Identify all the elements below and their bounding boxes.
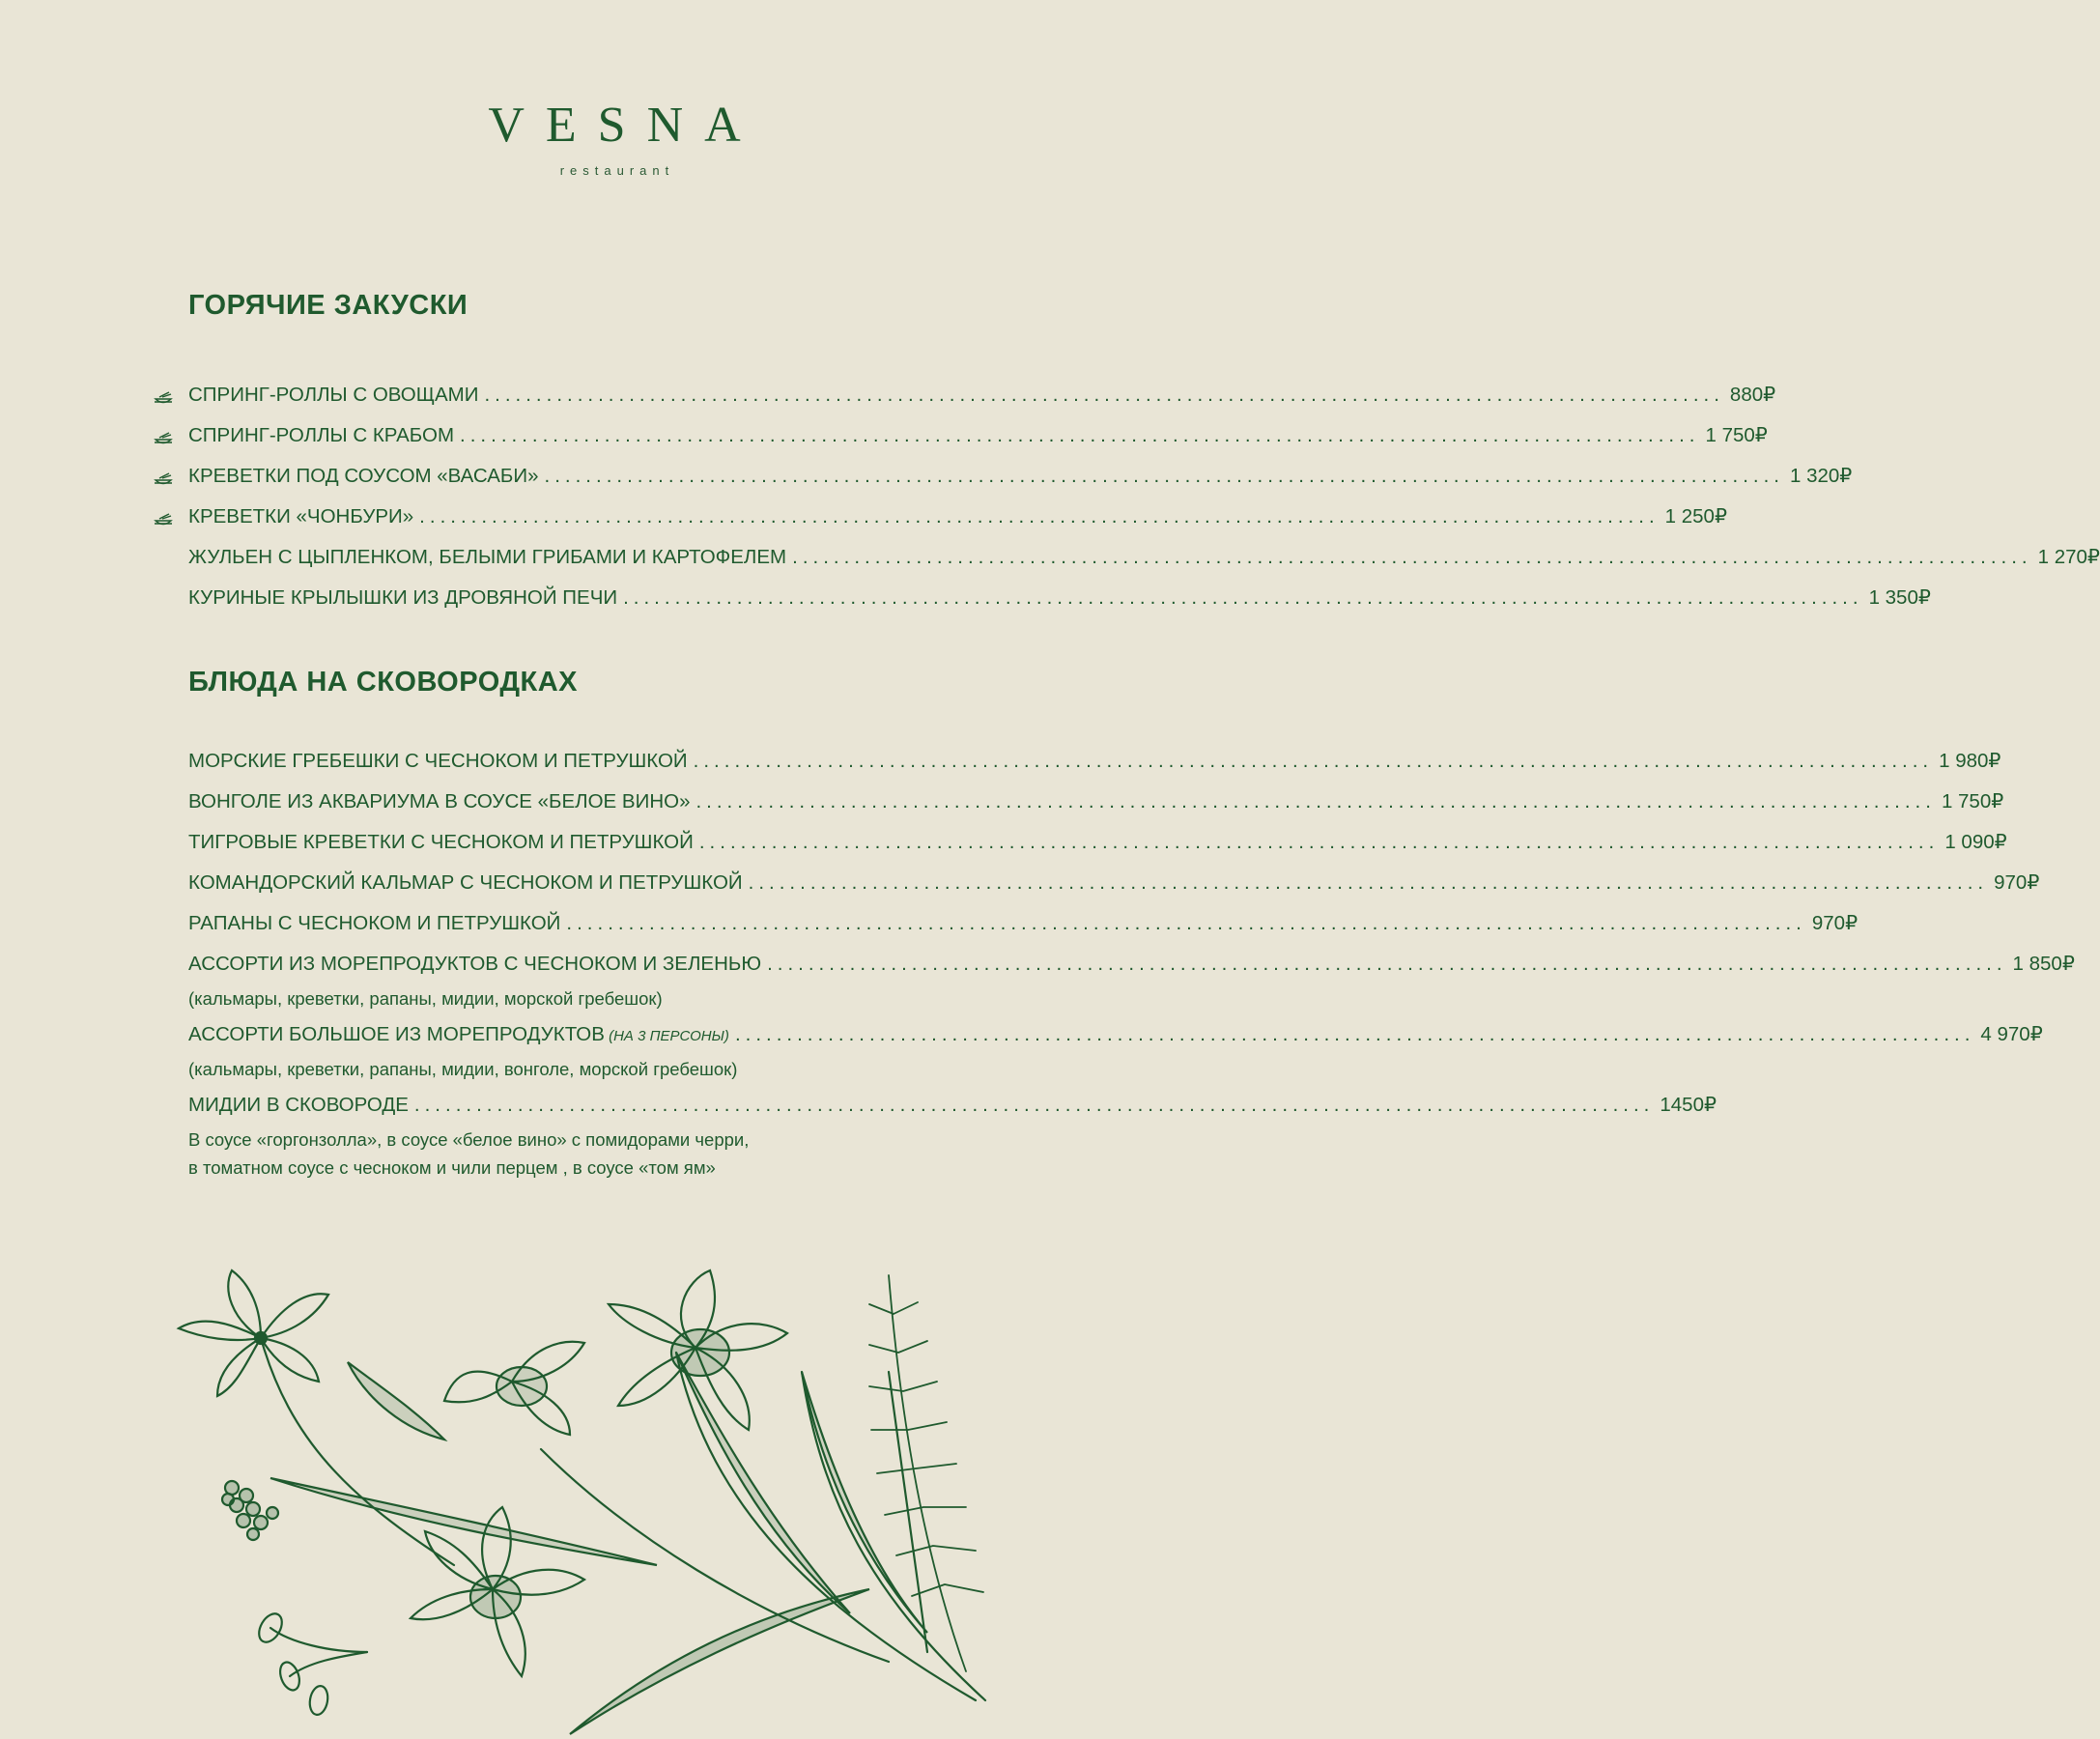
menu-item-title: КРЕВЕТКИ ПОД СОУСОМ «ВАСАБИ» bbox=[188, 465, 539, 487]
menu-item bbox=[188, 830, 2007, 870]
brand-name: VESNA bbox=[488, 98, 762, 153]
dot-leader: ........................................................................................................................ bbox=[734, 1023, 1975, 1045]
daffodil-upper bbox=[444, 1342, 584, 1435]
menu-item-title: КОМАНДОРСКИЙ КАЛЬМАР С ЧЕСНОКОМ И ПЕТРУШКОЙ bbox=[188, 871, 743, 894]
menu-item-note: (НА 3 ПЕРСОНЫ) bbox=[604, 1028, 729, 1044]
menu-item-name bbox=[188, 384, 478, 407]
menu-item-title: СПРИНГ-РОЛЛЫ С ОВОЩАМИ bbox=[188, 384, 479, 406]
menu-item-description bbox=[188, 1126, 1040, 1182]
dot-leader: ........................................................................................................................ bbox=[413, 1094, 1655, 1116]
menu-item-name bbox=[188, 871, 743, 895]
menu-item-price: 970₽ bbox=[1811, 912, 1859, 934]
menu-item bbox=[188, 423, 1768, 464]
menu-item-name bbox=[188, 750, 688, 773]
fern bbox=[869, 1275, 983, 1671]
menu-item-price: 1 750₽ bbox=[1941, 790, 2004, 812]
menu-item-price: 880₽ bbox=[1729, 384, 1776, 406]
menu-item-row bbox=[188, 504, 1727, 545]
menu-item-title: АССОРТИ ИЗ МОРЕПРОДУКТОВ С ЧЕСНОКОМ И ЗЕЛЕНЬЮ bbox=[188, 953, 762, 975]
bowl-icon bbox=[154, 512, 173, 529]
menu-item bbox=[188, 911, 1859, 952]
menu-item-price: 1450₽ bbox=[1660, 1094, 1717, 1116]
leaf bbox=[348, 1362, 444, 1440]
menu-item-title: АССОРТИ БОЛЬШОЕ ИЗ МОРЕПРОДУКТОВ bbox=[188, 1023, 605, 1045]
menu-list-hot-appetizers bbox=[188, 383, 2100, 626]
dot-leader: ........................................................................................................................ bbox=[693, 750, 1934, 772]
menu-item-row bbox=[188, 1022, 2043, 1063]
menu-item-name bbox=[188, 912, 560, 935]
menu-item-name bbox=[188, 546, 786, 569]
menu-item bbox=[188, 1022, 2043, 1083]
menu-item-price: 1 850₽ bbox=[2012, 953, 2075, 975]
menu-item bbox=[188, 504, 1727, 545]
menu-item-row bbox=[188, 1093, 1717, 1133]
dot-leader: ........................................................................................................................ bbox=[698, 831, 1940, 853]
menu-item-row bbox=[188, 749, 2001, 789]
flower-top-left bbox=[179, 1270, 328, 1396]
menu-item-row bbox=[188, 464, 1853, 504]
menu-item-price: 1 320₽ bbox=[1789, 465, 1853, 487]
section-title-pan-dishes: БЛЮДА НА СКОВОРОДКАХ bbox=[188, 667, 579, 698]
menu-item-row bbox=[188, 911, 1859, 952]
menu-item-price: 1 090₽ bbox=[1944, 831, 2007, 853]
menu-item-name bbox=[188, 790, 690, 813]
menu-item-price: 1 250₽ bbox=[1664, 505, 1727, 527]
bowl-icon bbox=[154, 431, 173, 448]
menu-item-title: КРЕВЕТКИ «ЧОНБУРИ» bbox=[188, 505, 414, 527]
menu-item-name bbox=[188, 586, 617, 610]
dot-leader: ........................................................................................................................ bbox=[419, 505, 1660, 527]
menu-item-name bbox=[188, 465, 539, 488]
menu-item-row bbox=[188, 545, 2100, 585]
restaurant-logo bbox=[0, 97, 1229, 178]
bluebell-buds bbox=[254, 1610, 367, 1716]
botanical-illustration bbox=[0, 1246, 1229, 1739]
menu-item-title: ВОНГОЛЕ ИЗ АКВАРИУМА В СОУСЕ «БЕЛОЕ ВИНО» bbox=[188, 790, 691, 812]
dot-leader: ........................................................................................................................ bbox=[623, 586, 1863, 609]
menu-item bbox=[188, 749, 2001, 789]
dot-leader: ........................................................................................................................ bbox=[484, 384, 1724, 406]
menu-item-name bbox=[188, 831, 694, 854]
menu-item-title: СПРИНГ-РОЛЛЫ С КРАБОМ bbox=[188, 424, 455, 446]
menu-item-row bbox=[188, 952, 2075, 992]
menu-item bbox=[188, 545, 2100, 585]
menu-item-price: 1 750₽ bbox=[1705, 424, 1768, 446]
brand-subtitle: restaurant bbox=[559, 163, 675, 178]
dot-leader: ........................................................................................................................ bbox=[695, 790, 1936, 812]
menu-item-price: 1 980₽ bbox=[1939, 750, 2001, 772]
menu-item-title: ЖУЛЬЕН С ЦЫПЛЕНКОМ, БЕЛЫМИ ГРИБАМИ И КАРТОФЕЛЕМ bbox=[188, 546, 787, 568]
menu-item-title: ТИГРОВЫЕ КРЕВЕТКИ С ЧЕСНОКОМ И ПЕТРУШКОЙ bbox=[188, 831, 694, 853]
menu-item-title: КУРИНЫЕ КРЫЛЫШКИ ИЗ ДРОВЯНОЙ ПЕЧИ bbox=[188, 586, 618, 609]
menu-item bbox=[188, 585, 1931, 626]
menu-item bbox=[188, 383, 1776, 423]
menu-item bbox=[188, 464, 1853, 504]
bowl-icon bbox=[154, 471, 173, 489]
description-line: В соусе «горгонзолла», в соусе «белое вино» с помидорами черри, bbox=[188, 1129, 750, 1150]
menu-item-name bbox=[188, 505, 413, 528]
description-line: (кальмары, креветки, рапаны, мидии, вонголе, морской гребешок) bbox=[188, 1059, 738, 1079]
grape-hyacinth bbox=[222, 1481, 278, 1540]
menu-item-row bbox=[188, 585, 1931, 626]
menu-item bbox=[188, 1093, 1717, 1182]
menu-item bbox=[188, 952, 2075, 1012]
menu-item-row bbox=[188, 423, 1768, 464]
section-title-hot-appetizers: ГОРЯЧИЕ ЗАКУСКИ bbox=[188, 290, 468, 321]
menu-item-name bbox=[188, 1023, 729, 1046]
menu-item-price: 1 350₽ bbox=[1868, 586, 1931, 609]
menu-item-row bbox=[188, 870, 2040, 911]
menu-item-name bbox=[188, 1094, 409, 1117]
dot-leader: ........................................................................................................................ bbox=[748, 871, 1989, 894]
menu-item-price: 1 270₽ bbox=[2037, 546, 2100, 568]
daffodil-right bbox=[609, 1270, 787, 1430]
description-line: в томатном соусе с чесноком и чили перцем , в соусе «том ям» bbox=[188, 1157, 716, 1178]
menu-item-name bbox=[188, 424, 454, 447]
dot-leader: ........................................................................................................................ bbox=[566, 912, 1806, 934]
description-line: (кальмары, креветки, рапаны, мидии, морской гребешок) bbox=[188, 988, 663, 1009]
menu-item-row bbox=[188, 789, 2004, 830]
menu-item-price: 4 970₽ bbox=[1980, 1023, 2043, 1045]
dot-leader: ........................................................................................................................ bbox=[792, 546, 2032, 568]
bowl-icon bbox=[154, 390, 173, 408]
menu-item-title: МИДИИ В СКОВОРОДЕ bbox=[188, 1094, 409, 1116]
dot-leader: ........................................................................................................................ bbox=[767, 953, 2007, 975]
menu-item-row bbox=[188, 383, 1776, 423]
dot-leader: ........................................................................................................................ bbox=[460, 424, 1700, 446]
menu-item bbox=[188, 789, 2004, 830]
menu-item bbox=[188, 870, 2040, 911]
menu-item-title: МОРСКИЕ ГРЕБЕШКИ С ЧЕСНОКОМ И ПЕТРУШКОЙ bbox=[188, 750, 688, 772]
dot-leader: ........................................................................................................................ bbox=[544, 465, 1784, 487]
menu-list-pan-dishes bbox=[188, 749, 2075, 1191]
menu-item-name bbox=[188, 953, 761, 976]
menu-item-row bbox=[188, 830, 2007, 870]
menu-item-title: РАПАНЫ С ЧЕСНОКОМ И ПЕТРУШКОЙ bbox=[188, 912, 561, 934]
menu-item-price: 970₽ bbox=[1994, 871, 2040, 894]
